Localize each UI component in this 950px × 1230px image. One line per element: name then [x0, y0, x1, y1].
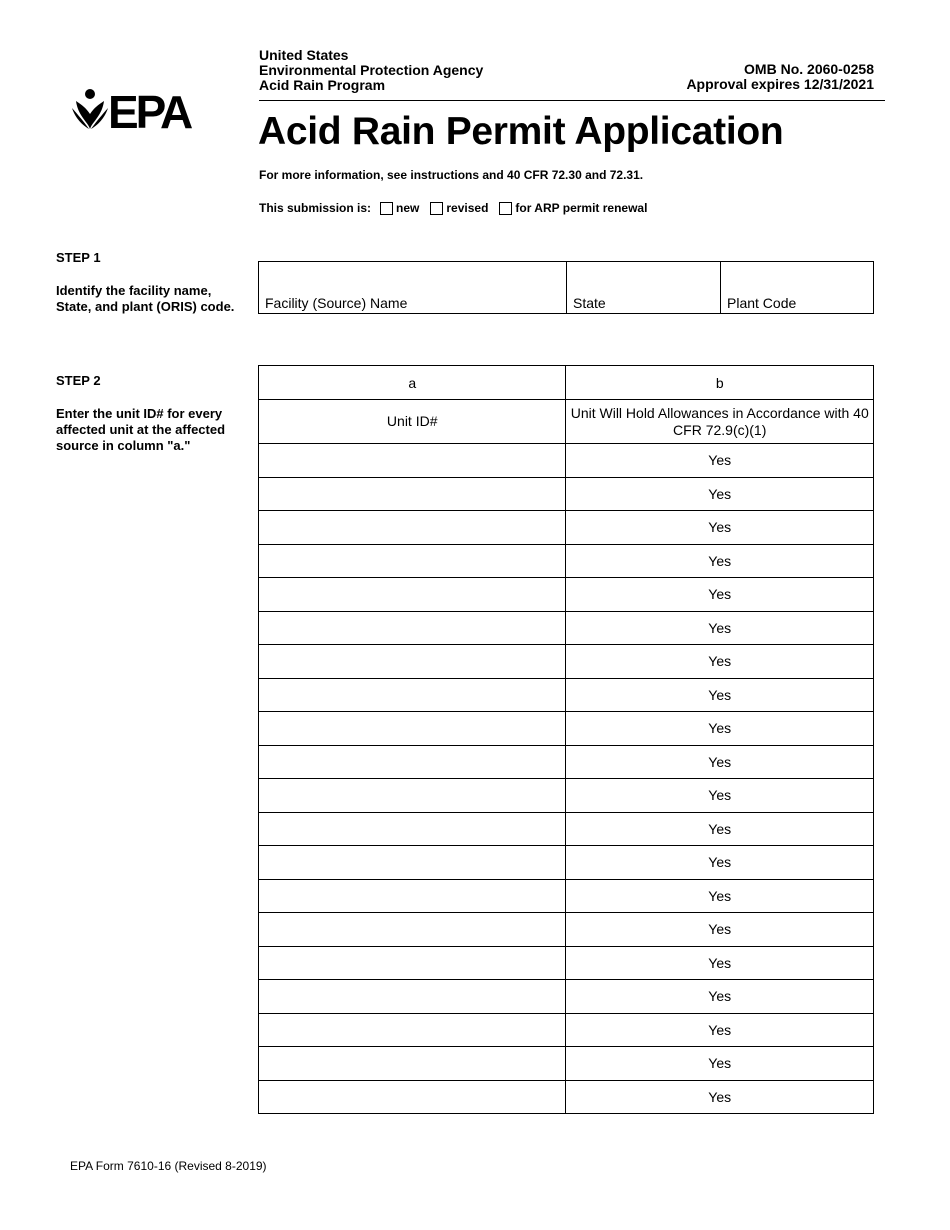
allowance-cell: Yes: [566, 1013, 874, 1047]
unit-id-cell[interactable]: [259, 879, 566, 913]
unit-id-cell[interactable]: [259, 511, 566, 545]
unit-id-cell[interactable]: [259, 812, 566, 846]
unit-id-cell[interactable]: [259, 1013, 566, 1047]
unit-id-cell[interactable]: [259, 913, 566, 947]
unit-id-cell[interactable]: [259, 1047, 566, 1081]
agency-block: [259, 48, 483, 93]
column-letter-b: b: [566, 366, 874, 400]
table-row: [259, 1080, 874, 1114]
facility-fields: [258, 261, 874, 314]
unit-id-cell[interactable]: [259, 980, 566, 1014]
allowance-cell: Yes: [566, 645, 874, 679]
allowance-cell: Yes: [566, 980, 874, 1014]
allowance-cell: Yes: [566, 511, 874, 545]
table-row: [259, 611, 874, 645]
unit-id-cell[interactable]: [259, 645, 566, 679]
table-row: [259, 712, 874, 746]
allowance-cell: Yes: [566, 1080, 874, 1114]
unit-id-cell[interactable]: [259, 578, 566, 612]
column-header-allowances: Unit Will Hold Allowances in Accordance with 40 CFR 72.9(c)(1): [566, 400, 874, 444]
allowance-cell: Yes: [566, 846, 874, 880]
step2-description: [56, 406, 225, 454]
state-field[interactable]: [567, 262, 721, 313]
unit-id-cell[interactable]: [259, 846, 566, 880]
allowance-cell: Yes: [566, 544, 874, 578]
header-divider: [259, 100, 885, 101]
table-row: [259, 578, 874, 612]
step1-description: [56, 283, 234, 315]
unit-id-cell[interactable]: [259, 544, 566, 578]
agency-line: Acid Rain Program: [259, 77, 386, 93]
flower-icon: [72, 89, 108, 129]
allowance-cell: Yes: [566, 611, 874, 645]
plant-code-field[interactable]: [721, 262, 873, 313]
allowance-cell: Yes: [566, 879, 874, 913]
step1-heading: STEP 1: [56, 250, 101, 265]
facility-name-field[interactable]: [259, 262, 567, 313]
column-header-unit-id: Unit ID#: [259, 400, 566, 444]
agency-line: United States: [259, 47, 349, 63]
allowance-cell: Yes: [566, 712, 874, 746]
checkbox-revised-label: revised: [446, 201, 489, 215]
table-row: [259, 980, 874, 1014]
table-row: [259, 913, 874, 947]
agency-line: Environmental Protection Agency: [259, 62, 484, 78]
submission-label: This submission is:: [259, 201, 372, 215]
allowance-cell: Yes: [566, 812, 874, 846]
checkbox-new-label: new: [396, 201, 420, 215]
unit-id-cell[interactable]: [259, 678, 566, 712]
unit-id-cell[interactable]: [259, 712, 566, 746]
unit-id-cell[interactable]: [259, 611, 566, 645]
step2-heading: STEP 2: [56, 373, 101, 388]
omb-block: [686, 62, 874, 92]
allowance-cell: Yes: [566, 913, 874, 947]
allowance-cell: Yes: [566, 1047, 874, 1081]
table-row: [259, 812, 874, 846]
checkbox-renewal[interactable]: [499, 202, 512, 215]
info-note: For more information, see instructions and 40 CFR 72.30 and 72.31.: [259, 168, 644, 182]
allowance-cell: Yes: [566, 477, 874, 511]
step2-description-line: affected unit at the affected: [56, 422, 226, 437]
table-row: [259, 879, 874, 913]
allowance-cell: Yes: [566, 578, 874, 612]
column-header-row: [259, 400, 874, 444]
allowance-cell: Yes: [566, 946, 874, 980]
step1-description-line: State, and plant (ORIS) code.: [56, 299, 235, 314]
table-row: [259, 1047, 874, 1081]
unit-id-cell[interactable]: [259, 779, 566, 813]
submission-type: [259, 201, 658, 215]
table-row: [259, 745, 874, 779]
table-row: [259, 477, 874, 511]
epa-logo: [70, 88, 198, 130]
unit-table: [258, 365, 874, 1114]
page-title: Acid Rain Permit Application: [258, 110, 784, 153]
table-row: [259, 645, 874, 679]
unit-id-cell[interactable]: [259, 477, 566, 511]
unit-id-cell[interactable]: [259, 444, 566, 478]
approval-expiry: Approval expires 12/31/2021: [686, 76, 874, 92]
allowance-cell: Yes: [566, 444, 874, 478]
column-letter-row: [259, 366, 874, 400]
table-row: [259, 779, 874, 813]
table-row: [259, 846, 874, 880]
unit-id-cell[interactable]: [259, 946, 566, 980]
table-row: [259, 444, 874, 478]
state-label: State: [573, 295, 606, 311]
table-row: [259, 511, 874, 545]
step2-description-line: source in column "a.": [56, 438, 191, 453]
table-row: [259, 1013, 874, 1047]
table-row: [259, 678, 874, 712]
column-letter-a: a: [259, 366, 566, 400]
unit-id-cell[interactable]: [259, 1080, 566, 1114]
svg-text:EPA: EPA: [108, 88, 191, 130]
allowance-cell: Yes: [566, 678, 874, 712]
plant-code-label: Plant Code: [727, 295, 797, 311]
facility-name-label: Facility (Source) Name: [265, 295, 408, 311]
step2-description-line: Enter the unit ID# for every: [56, 406, 223, 421]
table-row: [259, 946, 874, 980]
form-number-footer: EPA Form 7610-16 (Revised 8-2019): [70, 1159, 267, 1173]
unit-id-cell[interactable]: [259, 745, 566, 779]
step1-description-line: Identify the facility name,: [56, 283, 212, 298]
table-row: [259, 544, 874, 578]
omb-number: OMB No. 2060-0258: [744, 61, 874, 77]
checkbox-renewal-label: for ARP permit renewal: [515, 201, 648, 215]
allowance-cell: Yes: [566, 779, 874, 813]
checkbox-revised[interactable]: [430, 202, 443, 215]
allowance-cell: Yes: [566, 745, 874, 779]
checkbox-new[interactable]: [380, 202, 393, 215]
